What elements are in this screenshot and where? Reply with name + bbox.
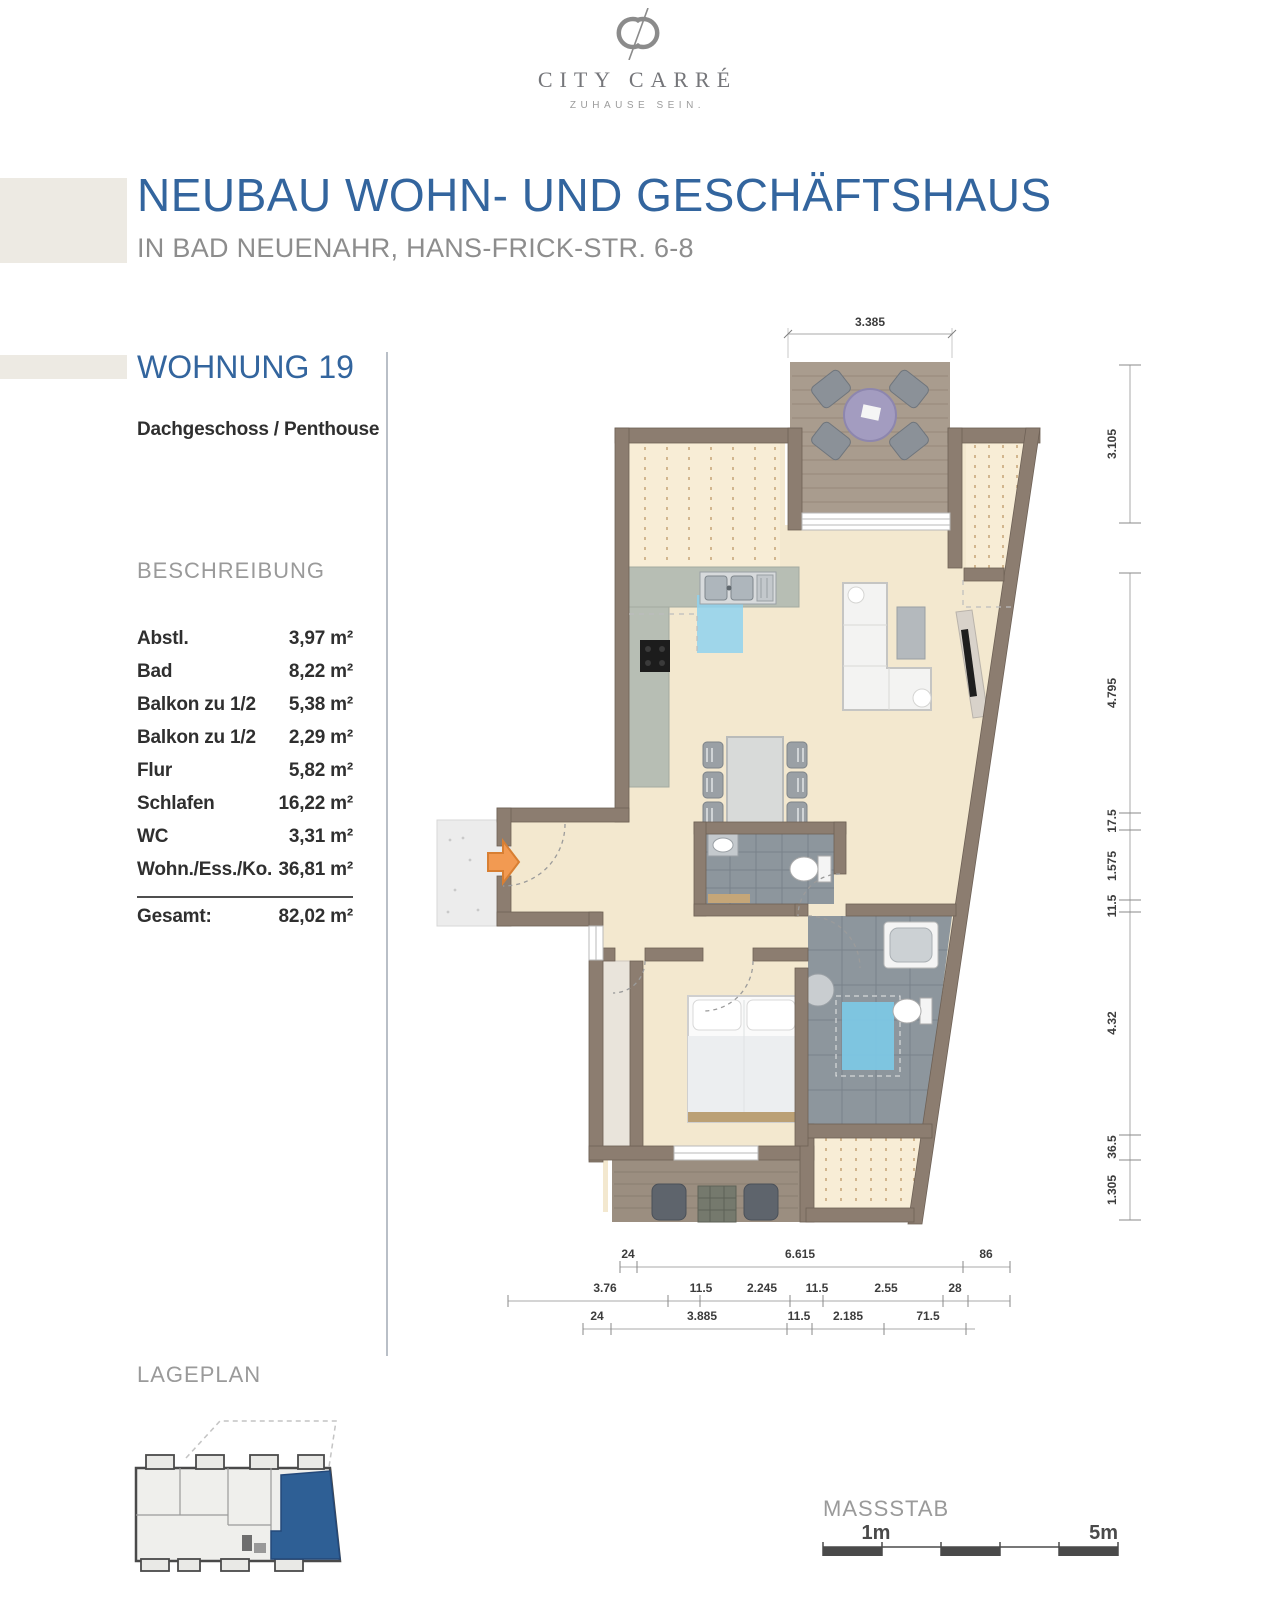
coffee-table: [897, 607, 925, 659]
room-label: Wohn./Ess./Ko.: [137, 859, 273, 880]
balcony-bottom: [610, 1158, 802, 1224]
bathtub-icon: [884, 922, 938, 968]
table-row: [137, 760, 353, 793]
logo-name: CITY CARRÉ: [537, 67, 738, 92]
room-area: 16,22 m²: [278, 793, 353, 814]
svg-text:3.76: 3.76: [593, 1281, 617, 1295]
balcony-chair-icon: [652, 1184, 686, 1220]
kitchen-cooktop-icon: [640, 640, 670, 672]
balcony-side-table: [698, 1186, 736, 1222]
svg-text:17.5: 17.5: [1105, 809, 1119, 833]
total-area: 82,02 m²: [278, 906, 353, 927]
svg-text:3.385: 3.385: [854, 315, 886, 329]
dimension-bottom-row2: [508, 1281, 1010, 1307]
site-plan: [128, 1403, 363, 1583]
svg-text:28: 28: [948, 1281, 962, 1295]
svg-text:11.5: 11.5: [787, 1309, 811, 1323]
section-beschreibung: BESCHREIBUNG: [137, 558, 326, 583]
scale-bar: [800, 1515, 1140, 1570]
room-areas-table: [137, 628, 353, 928]
storage-room: [603, 961, 630, 1146]
room-label: Abstl.: [137, 628, 189, 649]
wc-shelf: [708, 894, 750, 903]
table-row: [137, 628, 353, 661]
svg-text:4.32: 4.32: [1105, 1011, 1119, 1035]
dimension-bottom-row1: [620, 1247, 1010, 1273]
floor-plan: [420, 290, 1145, 1340]
balcony-sliding-door: [802, 513, 950, 530]
room-label: Balkon zu 1/2: [137, 727, 256, 748]
logo-tagline: ZUHAUSE SEIN.: [569, 100, 706, 111]
kitchen-sink-icon: [700, 572, 776, 604]
svg-text:2.185: 2.185: [832, 1309, 864, 1323]
shower-icon: [836, 996, 900, 1076]
room-area: 36,81 m²: [278, 859, 353, 880]
room-label: Schlafen: [137, 793, 215, 814]
table-row-total: [137, 896, 353, 928]
apartment-name: WOHNUNG 19: [137, 349, 354, 385]
dimension-bottom-row3: [583, 1309, 975, 1335]
svg-text:6.615: 6.615: [784, 1247, 816, 1261]
bath-toilet-icon: [893, 998, 932, 1024]
pillow: [693, 1000, 741, 1030]
room-area: 8,22 m²: [288, 661, 353, 682]
svg-text:71.5: 71.5: [916, 1309, 940, 1323]
room-label: Bad: [137, 661, 173, 682]
svg-text:3.105: 3.105: [1105, 428, 1119, 460]
room-area: 2,29 m²: [288, 727, 353, 748]
room-area: 3,31 m²: [288, 826, 353, 847]
section-massstab: MASSSTAB: [823, 1496, 950, 1521]
apartment-floor: Dachgeschoss / Penthouse: [137, 419, 380, 440]
svg-text:86: 86: [979, 1247, 993, 1261]
page-subtitle: IN BAD NEUENAHR, HANS-FRICK-STR. 6-8: [137, 233, 694, 263]
logo-monogram-icon: [603, 8, 673, 60]
svg-text:11.5: 11.5: [689, 1281, 713, 1295]
wc-room: [706, 834, 834, 904]
room-area: 5,38 m²: [288, 694, 353, 715]
room-label: Flur: [137, 760, 173, 781]
balcony-top: [787, 359, 953, 523]
accent-bar-top: [0, 178, 127, 263]
svg-text:24: 24: [590, 1309, 604, 1323]
svg-text:4.795: 4.795: [1105, 677, 1119, 709]
siteplan-stair-detail: [242, 1535, 252, 1551]
balcony-chair-icon: [744, 1184, 778, 1220]
page-title: NEUBAU WOHN- UND GESCHÄFTSHAUS: [137, 169, 1052, 221]
dimension-right-chain: [1105, 365, 1141, 1220]
svg-text:36.5: 36.5: [1105, 1135, 1119, 1159]
siteplan-detail: [254, 1543, 266, 1553]
dimension-top: [784, 315, 956, 358]
svg-text:1.575: 1.575: [1105, 850, 1119, 882]
side-window: [589, 926, 603, 960]
table-row: [137, 694, 353, 727]
svg-text:3.885: 3.885: [686, 1309, 718, 1323]
table-row: [137, 826, 353, 859]
bedroom-balcony-door: [674, 1146, 758, 1160]
kitchen-counter: [629, 607, 669, 787]
total-label: Gesamt:: [137, 906, 212, 927]
siteplan-highlighted-unit: [271, 1471, 340, 1559]
scale-end-label: 5m: [1089, 1522, 1118, 1544]
logo: [0, 8, 1275, 111]
svg-text:11.5: 11.5: [1105, 894, 1119, 918]
svg-text:2.55: 2.55: [874, 1281, 898, 1295]
bed: [688, 996, 800, 1122]
dining-table: [727, 737, 783, 827]
svg-text:2.245: 2.245: [746, 1281, 778, 1295]
table-row: [137, 727, 353, 760]
accent-bar-wohnung: [0, 355, 127, 379]
wc-toilet-icon: [790, 856, 831, 882]
room-label: WC: [137, 826, 169, 847]
svg-text:24: 24: [621, 1247, 635, 1261]
section-lageplan: LAGEPLAN: [137, 1362, 262, 1387]
scale-start-label: 1m: [861, 1522, 891, 1544]
room-area: 3,97 m²: [288, 628, 353, 649]
dining-set: [703, 737, 807, 828]
svg-text:1.305: 1.305: [1105, 1174, 1119, 1206]
table-row: [137, 793, 353, 826]
svg-text:11.5: 11.5: [805, 1281, 829, 1295]
table-row: [137, 661, 353, 694]
room-area: 5,82 m²: [288, 760, 353, 781]
roof-slope-area-top-left: [629, 443, 780, 569]
table-row: [137, 859, 353, 892]
pillow: [747, 1000, 795, 1030]
wc-sink-icon: [708, 834, 738, 856]
room-label: Balkon zu 1/2: [137, 694, 256, 715]
sidebar-divider: [386, 352, 388, 1356]
bed-footboard: [688, 1112, 800, 1122]
